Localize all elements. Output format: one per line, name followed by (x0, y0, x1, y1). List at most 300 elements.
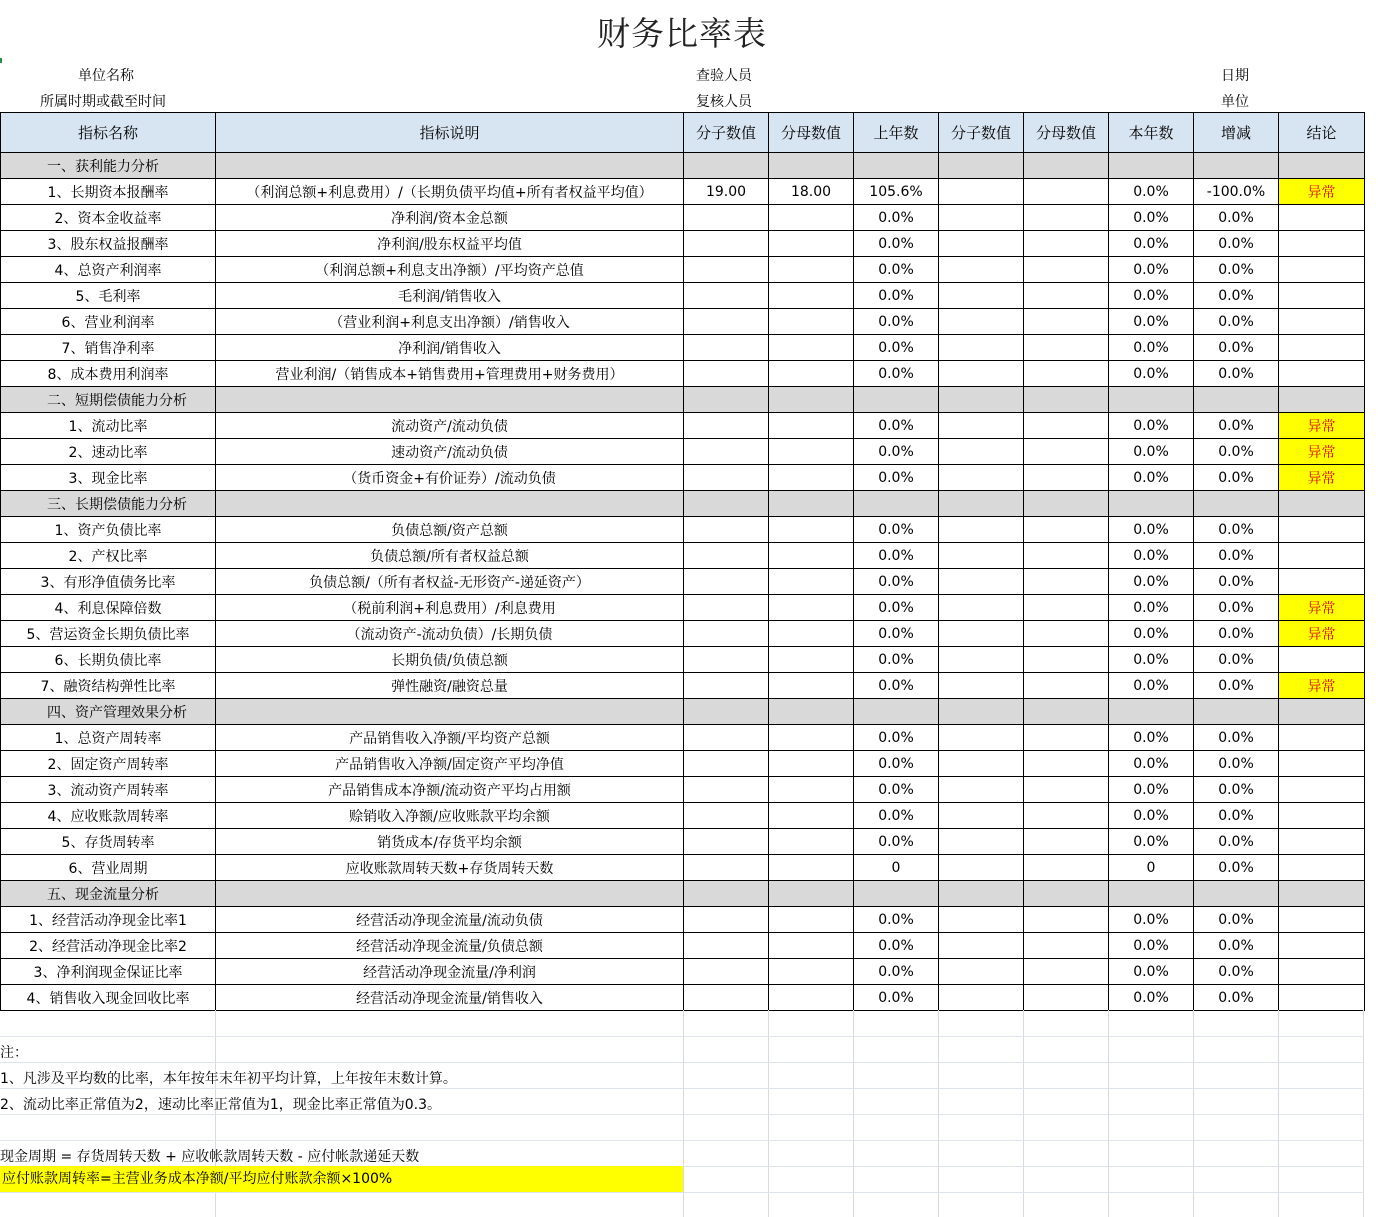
cell-change[interactable]: 0.0% (1194, 725, 1279, 751)
cell-den2[interactable] (1024, 179, 1109, 205)
cell-name[interactable]: 6、营业周期 (1, 855, 216, 881)
cell-prev[interactable]: 0.0% (854, 751, 939, 777)
section-empty-cell[interactable] (1194, 881, 1279, 907)
cell-result[interactable] (1279, 543, 1365, 569)
cell-curr[interactable]: 0.0% (1109, 673, 1194, 699)
cell-num1[interactable] (684, 829, 769, 855)
cell-desc[interactable]: 负债总额/（所有者权益-无形资产-递延资产） (216, 569, 684, 595)
cell-num1[interactable]: 19.00 (684, 179, 769, 205)
section-empty-cell[interactable] (1024, 881, 1109, 907)
cell-num2[interactable] (939, 465, 1024, 491)
cell-result[interactable] (1279, 751, 1365, 777)
cell-change[interactable]: 0.0% (1194, 777, 1279, 803)
cell-den2[interactable] (1024, 309, 1109, 335)
cell-result[interactable]: 异常 (1279, 413, 1365, 439)
cell-num2[interactable] (939, 309, 1024, 335)
cell-den1[interactable] (769, 777, 854, 803)
cell-num1[interactable] (684, 595, 769, 621)
cell-desc[interactable]: 经营活动净现金流量/流动负债 (216, 907, 684, 933)
cell-num2[interactable] (939, 543, 1024, 569)
cell-desc[interactable]: 经营活动净现金流量/负债总额 (216, 933, 684, 959)
cell-change[interactable]: 0.0% (1194, 933, 1279, 959)
cell-prev[interactable]: 0.0% (854, 309, 939, 335)
section-name-cell[interactable]: 二、短期偿债能力分析 (1, 387, 216, 413)
cell-den1[interactable] (769, 257, 854, 283)
cell-den2[interactable] (1024, 647, 1109, 673)
cell-name[interactable]: 2、经营活动净现金比率2 (1, 933, 216, 959)
cell-num2[interactable] (939, 621, 1024, 647)
section-empty-cell[interactable] (939, 387, 1024, 413)
cell-result[interactable] (1279, 933, 1365, 959)
cell-num2[interactable] (939, 647, 1024, 673)
cell-result[interactable] (1279, 985, 1365, 1011)
cell-name[interactable]: 2、产权比率 (1, 543, 216, 569)
cell-den2[interactable] (1024, 907, 1109, 933)
cell-curr[interactable]: 0.0% (1109, 465, 1194, 491)
section-name-cell[interactable]: 四、资产管理效果分析 (1, 699, 216, 725)
cell-name[interactable]: 8、成本费用利润率 (1, 361, 216, 387)
section-empty-cell[interactable] (854, 387, 939, 413)
section-empty-cell[interactable] (939, 491, 1024, 517)
section-empty-cell[interactable] (1279, 699, 1365, 725)
cell-name[interactable]: 4、应收账款周转率 (1, 803, 216, 829)
cell-name[interactable]: 1、长期资本报酬率 (1, 179, 216, 205)
cell-den2[interactable] (1024, 517, 1109, 543)
cell-den2[interactable] (1024, 205, 1109, 231)
cell-desc[interactable]: 产品销售成本净额/流动资产平均占用额 (216, 777, 684, 803)
cell-curr[interactable]: 0.0% (1109, 543, 1194, 569)
cell-den1[interactable] (769, 751, 854, 777)
cell-name[interactable]: 1、资产负债比率 (1, 517, 216, 543)
cell-result[interactable] (1279, 257, 1365, 283)
cell-den1[interactable] (769, 205, 854, 231)
cell-desc[interactable]: （利润总额+利息费用）/（长期负债平均值+所有者权益平均值） (216, 179, 684, 205)
cell-den1[interactable] (769, 621, 854, 647)
cell-num1[interactable] (684, 647, 769, 673)
cell-name[interactable]: 3、有形净值债务比率 (1, 569, 216, 595)
cell-num1[interactable] (684, 205, 769, 231)
cell-result[interactable] (1279, 361, 1365, 387)
cell-num2[interactable] (939, 413, 1024, 439)
cell-change[interactable]: 0.0% (1194, 569, 1279, 595)
cell-den2[interactable] (1024, 933, 1109, 959)
cell-den1[interactable] (769, 413, 854, 439)
cell-num1[interactable] (684, 361, 769, 387)
cell-den2[interactable] (1024, 283, 1109, 309)
section-empty-cell[interactable] (684, 699, 769, 725)
cell-change[interactable]: 0.0% (1194, 413, 1279, 439)
cell-result[interactable]: 异常 (1279, 673, 1365, 699)
cell-num2[interactable] (939, 283, 1024, 309)
cell-num2[interactable] (939, 179, 1024, 205)
cell-num2[interactable] (939, 985, 1024, 1011)
cell-den2[interactable] (1024, 829, 1109, 855)
cell-prev[interactable]: 0.0% (854, 413, 939, 439)
cell-num1[interactable] (684, 465, 769, 491)
section-empty-cell[interactable] (684, 153, 769, 179)
cell-name[interactable]: 1、经营活动净现金比率1 (1, 907, 216, 933)
cell-name[interactable]: 3、净利润现金保证比率 (1, 959, 216, 985)
cell-prev[interactable]: 0.0% (854, 803, 939, 829)
section-empty-cell[interactable] (684, 387, 769, 413)
cell-change[interactable]: 0.0% (1194, 959, 1279, 985)
section-empty-cell[interactable] (1109, 699, 1194, 725)
cell-name[interactable]: 7、销售净利率 (1, 335, 216, 361)
section-empty-cell[interactable] (1109, 881, 1194, 907)
cell-den1[interactable] (769, 803, 854, 829)
cell-name[interactable]: 3、股东权益报酬率 (1, 231, 216, 257)
cell-desc[interactable]: 净利润/销售收入 (216, 335, 684, 361)
cell-den1[interactable] (769, 231, 854, 257)
cell-num1[interactable] (684, 283, 769, 309)
cell-curr[interactable]: 0.0% (1109, 361, 1194, 387)
cell-den1[interactable] (769, 855, 854, 881)
cell-name[interactable]: 3、流动资产周转率 (1, 777, 216, 803)
cell-change[interactable]: -100.0% (1194, 179, 1279, 205)
cell-den2[interactable] (1024, 751, 1109, 777)
column-header[interactable]: 分子数值 (684, 113, 769, 153)
column-header[interactable]: 增减 (1194, 113, 1279, 153)
cell-num1[interactable] (684, 855, 769, 881)
cell-name[interactable]: 2、资本金收益率 (1, 205, 216, 231)
section-empty-cell[interactable] (769, 153, 854, 179)
section-empty-cell[interactable] (684, 881, 769, 907)
cell-curr[interactable]: 0.0% (1109, 751, 1194, 777)
cell-num1[interactable] (684, 725, 769, 751)
cell-curr[interactable]: 0.0% (1109, 647, 1194, 673)
cell-change[interactable]: 0.0% (1194, 439, 1279, 465)
cell-den1[interactable]: 18.00 (769, 179, 854, 205)
section-empty-cell[interactable] (216, 491, 684, 517)
cell-change[interactable]: 0.0% (1194, 309, 1279, 335)
cell-change[interactable]: 0.0% (1194, 257, 1279, 283)
cell-desc[interactable]: 产品销售收入净额/平均资产总额 (216, 725, 684, 751)
cell-prev[interactable]: 0.0% (854, 543, 939, 569)
cell-desc[interactable]: 净利润/资本金总额 (216, 205, 684, 231)
cell-num1[interactable] (684, 959, 769, 985)
cell-curr[interactable]: 0.0% (1109, 179, 1194, 205)
cell-change[interactable]: 0.0% (1194, 283, 1279, 309)
cell-den1[interactable] (769, 985, 854, 1011)
column-header[interactable]: 指标说明 (216, 113, 684, 153)
section-empty-cell[interactable] (1279, 881, 1365, 907)
cell-prev[interactable]: 105.6% (854, 179, 939, 205)
cell-num1[interactable] (684, 439, 769, 465)
cell-prev[interactable]: 0.0% (854, 725, 939, 751)
cell-curr[interactable]: 0.0% (1109, 985, 1194, 1011)
column-header[interactable]: 结论 (1279, 113, 1365, 153)
cell-desc[interactable]: 速动资产/流动负债 (216, 439, 684, 465)
cell-curr[interactable]: 0.0% (1109, 231, 1194, 257)
column-header[interactable]: 分母数值 (769, 113, 854, 153)
cell-desc[interactable]: 毛利润/销售收入 (216, 283, 684, 309)
cell-den1[interactable] (769, 283, 854, 309)
cell-curr[interactable]: 0.0% (1109, 205, 1194, 231)
cell-prev[interactable]: 0.0% (854, 673, 939, 699)
column-header[interactable]: 上年数 (854, 113, 939, 153)
cell-prev[interactable]: 0.0% (854, 985, 939, 1011)
cell-prev[interactable]: 0.0% (854, 647, 939, 673)
cell-name[interactable]: 5、毛利率 (1, 283, 216, 309)
cell-result[interactable]: 异常 (1279, 621, 1365, 647)
cell-den2[interactable] (1024, 621, 1109, 647)
cell-num2[interactable] (939, 751, 1024, 777)
cell-num1[interactable] (684, 335, 769, 361)
cell-name[interactable]: 4、总资产利润率 (1, 257, 216, 283)
cell-curr[interactable]: 0.0% (1109, 413, 1194, 439)
cell-num2[interactable] (939, 569, 1024, 595)
section-empty-cell[interactable] (769, 491, 854, 517)
cell-name[interactable]: 3、现金比率 (1, 465, 216, 491)
cell-den2[interactable] (1024, 985, 1109, 1011)
cell-num1[interactable] (684, 543, 769, 569)
cell-name[interactable]: 4、利息保障倍数 (1, 595, 216, 621)
cell-change[interactable]: 0.0% (1194, 517, 1279, 543)
cell-name[interactable]: 2、固定资产周转率 (1, 751, 216, 777)
cell-den1[interactable] (769, 907, 854, 933)
cell-change[interactable]: 0.0% (1194, 803, 1279, 829)
cell-change[interactable]: 0.0% (1194, 751, 1279, 777)
cell-num1[interactable] (684, 309, 769, 335)
cell-den1[interactable] (769, 361, 854, 387)
cell-desc[interactable]: 经营活动净现金流量/净利润 (216, 959, 684, 985)
cell-prev[interactable]: 0.0% (854, 257, 939, 283)
cell-desc[interactable]: 销货成本/存货平均余额 (216, 829, 684, 855)
cell-den2[interactable] (1024, 595, 1109, 621)
cell-result[interactable] (1279, 829, 1365, 855)
cell-result[interactable] (1279, 647, 1365, 673)
cell-curr[interactable]: 0.0% (1109, 959, 1194, 985)
cell-prev[interactable]: 0.0% (854, 335, 939, 361)
cell-den2[interactable] (1024, 725, 1109, 751)
cell-num2[interactable] (939, 959, 1024, 985)
cell-den2[interactable] (1024, 335, 1109, 361)
cell-num2[interactable] (939, 725, 1024, 751)
section-empty-cell[interactable] (769, 699, 854, 725)
section-empty-cell[interactable] (1279, 153, 1365, 179)
section-empty-cell[interactable] (1279, 387, 1365, 413)
cell-num2[interactable] (939, 205, 1024, 231)
cell-prev[interactable]: 0.0% (854, 517, 939, 543)
cell-prev[interactable]: 0.0% (854, 907, 939, 933)
cell-result[interactable] (1279, 517, 1365, 543)
cell-result[interactable] (1279, 855, 1365, 881)
cell-den1[interactable] (769, 647, 854, 673)
cell-name[interactable]: 7、融资结构弹性比率 (1, 673, 216, 699)
cell-result[interactable] (1279, 283, 1365, 309)
cell-desc[interactable]: 流动资产/流动负债 (216, 413, 684, 439)
cell-prev[interactable]: 0.0% (854, 205, 939, 231)
cell-curr[interactable]: 0.0% (1109, 803, 1194, 829)
cell-change[interactable]: 0.0% (1194, 465, 1279, 491)
cell-desc[interactable]: （流动资产-流动负债）/长期负债 (216, 621, 684, 647)
cell-den1[interactable] (769, 309, 854, 335)
section-empty-cell[interactable] (854, 699, 939, 725)
section-empty-cell[interactable] (1024, 153, 1109, 179)
cell-den2[interactable] (1024, 543, 1109, 569)
cell-prev[interactable]: 0.0% (854, 621, 939, 647)
cell-result[interactable] (1279, 907, 1365, 933)
section-empty-cell[interactable] (1194, 699, 1279, 725)
cell-prev[interactable]: 0.0% (854, 595, 939, 621)
cell-den1[interactable] (769, 517, 854, 543)
cell-num1[interactable] (684, 933, 769, 959)
cell-den1[interactable] (769, 959, 854, 985)
section-name-cell[interactable]: 一、获利能力分析 (1, 153, 216, 179)
cell-name[interactable]: 5、营运资金长期负债比率 (1, 621, 216, 647)
section-empty-cell[interactable] (769, 881, 854, 907)
cell-curr[interactable]: 0.0% (1109, 777, 1194, 803)
cell-result[interactable] (1279, 569, 1365, 595)
cell-change[interactable]: 0.0% (1194, 855, 1279, 881)
cell-change[interactable]: 0.0% (1194, 335, 1279, 361)
cell-num2[interactable] (939, 829, 1024, 855)
cell-num1[interactable] (684, 569, 769, 595)
cell-den1[interactable] (769, 595, 854, 621)
section-name-cell[interactable]: 三、长期偿债能力分析 (1, 491, 216, 517)
section-empty-cell[interactable] (854, 153, 939, 179)
cell-prev[interactable]: 0.0% (854, 777, 939, 803)
cell-den2[interactable] (1024, 413, 1109, 439)
cell-desc[interactable]: 负债总额/所有者权益总额 (216, 543, 684, 569)
cell-num2[interactable] (939, 803, 1024, 829)
cell-num1[interactable] (684, 803, 769, 829)
section-empty-cell[interactable] (1109, 387, 1194, 413)
cell-change[interactable]: 0.0% (1194, 829, 1279, 855)
cell-den2[interactable] (1024, 439, 1109, 465)
cell-den1[interactable] (769, 569, 854, 595)
cell-result[interactable]: 异常 (1279, 439, 1365, 465)
cell-prev[interactable]: 0.0% (854, 439, 939, 465)
cell-change[interactable]: 0.0% (1194, 595, 1279, 621)
cell-curr[interactable]: 0.0% (1109, 933, 1194, 959)
cell-desc[interactable]: 长期负债/负债总额 (216, 647, 684, 673)
cell-den2[interactable] (1024, 257, 1109, 283)
cell-desc[interactable]: （利润总额+利息支出净额）/平均资产总值 (216, 257, 684, 283)
cell-den1[interactable] (769, 465, 854, 491)
cell-change[interactable]: 0.0% (1194, 621, 1279, 647)
cell-name[interactable]: 1、流动比率 (1, 413, 216, 439)
cell-den1[interactable] (769, 829, 854, 855)
cell-prev[interactable]: 0.0% (854, 959, 939, 985)
cell-prev[interactable]: 0.0% (854, 933, 939, 959)
cell-num1[interactable] (684, 907, 769, 933)
cell-num1[interactable] (684, 673, 769, 699)
cell-curr[interactable]: 0.0% (1109, 907, 1194, 933)
cell-change[interactable]: 0.0% (1194, 361, 1279, 387)
cell-change[interactable]: 0.0% (1194, 673, 1279, 699)
section-empty-cell[interactable] (1279, 491, 1365, 517)
cell-name[interactable]: 6、长期负债比率 (1, 647, 216, 673)
cell-desc[interactable]: 应收账款周转天数+存货周转天数 (216, 855, 684, 881)
section-empty-cell[interactable] (216, 699, 684, 725)
cell-result[interactable] (1279, 205, 1365, 231)
cell-den2[interactable] (1024, 569, 1109, 595)
cell-change[interactable]: 0.0% (1194, 985, 1279, 1011)
cell-result[interactable] (1279, 335, 1365, 361)
section-empty-cell[interactable] (1109, 153, 1194, 179)
cell-desc[interactable]: 弹性融资/融资总量 (216, 673, 684, 699)
cell-prev[interactable]: 0 (854, 855, 939, 881)
column-header[interactable]: 本年数 (1109, 113, 1194, 153)
cell-den1[interactable] (769, 335, 854, 361)
section-empty-cell[interactable] (1194, 153, 1279, 179)
column-header[interactable]: 分母数值 (1024, 113, 1109, 153)
cell-result[interactable] (1279, 777, 1365, 803)
cell-num2[interactable] (939, 257, 1024, 283)
cell-curr[interactable]: 0.0% (1109, 335, 1194, 361)
cell-num1[interactable] (684, 231, 769, 257)
cell-num2[interactable] (939, 933, 1024, 959)
cell-result[interactable]: 异常 (1279, 179, 1365, 205)
cell-name[interactable]: 6、营业利润率 (1, 309, 216, 335)
cell-num1[interactable] (684, 777, 769, 803)
section-empty-cell[interactable] (854, 491, 939, 517)
cell-name[interactable]: 1、总资产周转率 (1, 725, 216, 751)
cell-result[interactable]: 异常 (1279, 595, 1365, 621)
section-empty-cell[interactable] (769, 387, 854, 413)
column-header[interactable]: 分子数值 (939, 113, 1024, 153)
cell-desc[interactable]: （营业利润+利息支出净额）/销售收入 (216, 309, 684, 335)
cell-result[interactable] (1279, 959, 1365, 985)
section-empty-cell[interactable] (1024, 387, 1109, 413)
cell-change[interactable]: 0.0% (1194, 543, 1279, 569)
cell-num2[interactable] (939, 855, 1024, 881)
cell-curr[interactable]: 0.0% (1109, 829, 1194, 855)
cell-curr[interactable]: 0.0% (1109, 569, 1194, 595)
cell-num2[interactable] (939, 907, 1024, 933)
cell-num2[interactable] (939, 673, 1024, 699)
cell-result[interactable] (1279, 231, 1365, 257)
cell-change[interactable]: 0.0% (1194, 907, 1279, 933)
cell-prev[interactable]: 0.0% (854, 231, 939, 257)
cell-curr[interactable]: 0.0% (1109, 257, 1194, 283)
cell-den2[interactable] (1024, 231, 1109, 257)
cell-den1[interactable] (769, 673, 854, 699)
cell-curr[interactable]: 0 (1109, 855, 1194, 881)
section-empty-cell[interactable] (1194, 387, 1279, 413)
cell-den2[interactable] (1024, 855, 1109, 881)
cell-num1[interactable] (684, 413, 769, 439)
cell-num1[interactable] (684, 517, 769, 543)
section-empty-cell[interactable] (216, 153, 684, 179)
cell-result[interactable] (1279, 309, 1365, 335)
section-empty-cell[interactable] (1109, 491, 1194, 517)
cell-num2[interactable] (939, 517, 1024, 543)
section-empty-cell[interactable] (216, 881, 684, 907)
section-empty-cell[interactable] (854, 881, 939, 907)
section-empty-cell[interactable] (216, 387, 684, 413)
cell-desc[interactable]: 负债总额/资产总额 (216, 517, 684, 543)
cell-den2[interactable] (1024, 361, 1109, 387)
section-empty-cell[interactable] (1194, 491, 1279, 517)
section-empty-cell[interactable] (939, 881, 1024, 907)
cell-change[interactable]: 0.0% (1194, 231, 1279, 257)
cell-desc[interactable]: 赊销收入净额/应收账款平均余额 (216, 803, 684, 829)
section-empty-cell[interactable] (1024, 699, 1109, 725)
cell-num2[interactable] (939, 439, 1024, 465)
cell-curr[interactable]: 0.0% (1109, 283, 1194, 309)
cell-num2[interactable] (939, 361, 1024, 387)
cell-den1[interactable] (769, 543, 854, 569)
cell-den1[interactable] (769, 933, 854, 959)
section-name-cell[interactable]: 五、现金流量分析 (1, 881, 216, 907)
cell-num1[interactable] (684, 751, 769, 777)
cell-result[interactable] (1279, 803, 1365, 829)
cell-num1[interactable] (684, 621, 769, 647)
cell-desc[interactable]: 经营活动净现金流量/销售收入 (216, 985, 684, 1011)
cell-name[interactable]: 4、销售收入现金回收比率 (1, 985, 216, 1011)
